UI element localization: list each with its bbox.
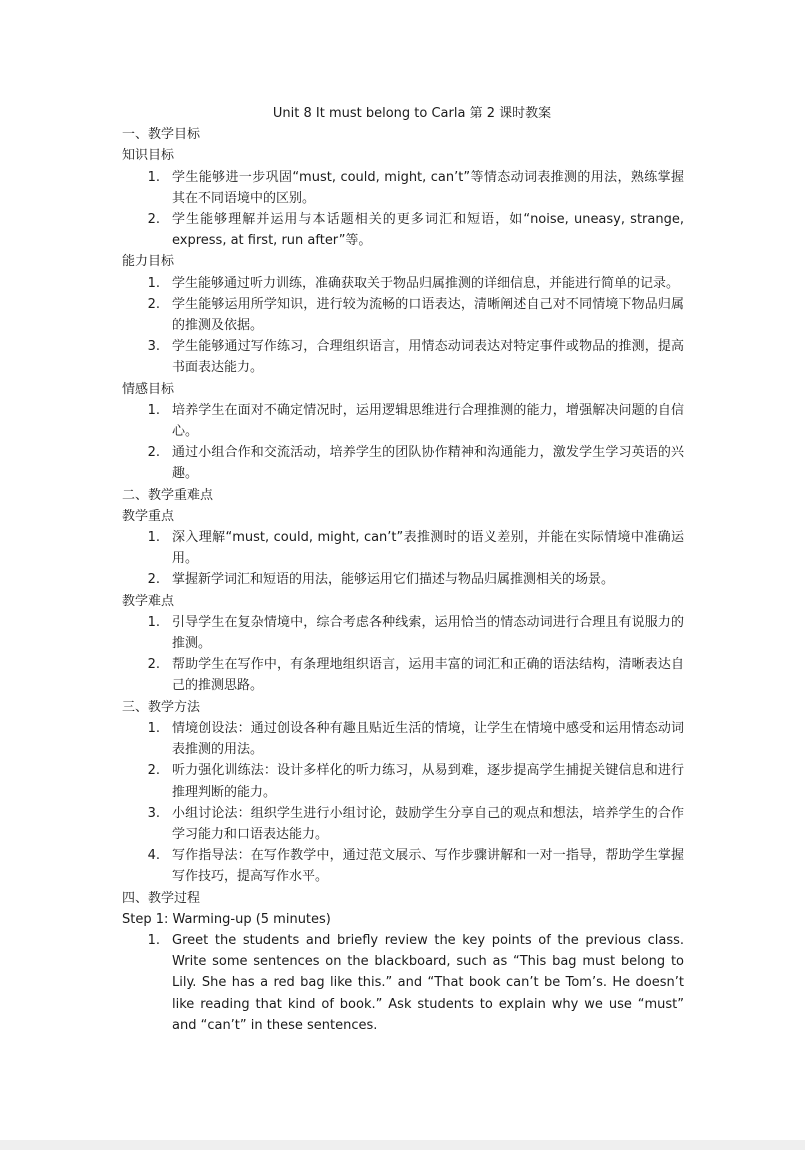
list-item-text: 帮助学生在写作中，有条理地组织语言，运用丰富的词汇和正确的语法结构，清晰表达自己的推测思路。 <box>172 657 684 694</box>
list-item-number: 2. <box>147 445 160 461</box>
list-item-text: 听力强化训练法：设计多样化的听力练习，从易到难，逐步提高学生捕捉关键信息和进行推理判断的能力。 <box>172 763 684 800</box>
section-heading: 四、教学过程 <box>122 890 201 906</box>
list-item <box>122 803 684 845</box>
list-item <box>122 294 684 336</box>
list-item <box>122 336 684 378</box>
list-item-number: 1. <box>147 402 160 418</box>
subsection-heading: 知识目标 <box>122 148 175 164</box>
list-item <box>122 654 684 696</box>
list-item <box>122 527 684 569</box>
list-item-number: 1. <box>147 275 160 291</box>
list-item-number: 1. <box>147 614 160 630</box>
list-item-number: 2. <box>147 763 160 779</box>
list-item-text: 掌握新学词汇和短语的用法，能够运用它们描述与物品归属推测相关的场景。 <box>172 572 615 588</box>
list-item-text: 写作指导法：在写作教学中，通过范文展示、写作步骤讲解和一对一指导，帮助学生掌握写作技巧，提高写作水平。 <box>172 848 684 885</box>
page-bottom-edge <box>0 1140 805 1150</box>
document-sections <box>122 124 684 1036</box>
list-item-text: 学生能够进一步巩固“must, could, might, can’t”等情态动词表推测的用法，熟练掌握其在不同语境中的区别。 <box>172 169 684 206</box>
list-item-text: 学生能够理解并运用与本话题相关的更多词汇和短语，如“noise, uneasy, strange, express, at first, run after”等。 <box>172 212 684 249</box>
list-item <box>122 930 684 1036</box>
list-item <box>122 569 684 590</box>
list-item-text: 情境创设法：通过创设各种有趣且贴近生活的情境，让学生在情境中感受和运用情态动词表推测的用法。 <box>172 720 684 758</box>
list-item-number: 1. <box>147 169 160 185</box>
list-item <box>122 209 684 251</box>
list-item-text: 学生能够通过写作练习，合理组织语言，用情态动词表达对特定事件或物品的推测，提高书面表达能力。 <box>172 339 684 376</box>
list-item <box>122 273 684 294</box>
section-heading: 二、教学重难点 <box>122 487 214 503</box>
list-item-number: 1. <box>147 932 160 948</box>
list-item <box>122 718 684 760</box>
list-item <box>122 845 684 887</box>
list-item-number: 3. <box>147 339 160 355</box>
document-title: Unit 8 It must belong to Carla 第 2 课时教案 <box>272 106 552 121</box>
list-item-number: 1. <box>147 530 160 546</box>
list-item-text: 培养学生在面对不确定情况时，运用逻辑思维进行合理推测的能力，增强解决问题的自信心。 <box>172 402 684 440</box>
list-item <box>122 167 684 209</box>
list-item-number: 1. <box>147 720 160 736</box>
list-item-text: 小组讨论法：组织学生进行小组讨论，鼓励学生分享自己的观点和想法，培养学生的合作学习能力和口语表达能力。 <box>172 805 684 842</box>
list-item <box>122 442 684 484</box>
list-item-text: 通过小组合作和交流活动，培养学生的团队协作精神和沟通能力，激发学生学习英语的兴趣。 <box>172 445 684 482</box>
list-item-number: 2. <box>147 657 160 673</box>
list-item-text: 引导学生在复杂情境中，综合考虑各种线索，运用恰当的情态动词进行合理且有说服力的推测。 <box>172 614 684 652</box>
list-item-number: 2. <box>147 296 160 312</box>
list-item <box>122 612 684 654</box>
subsection-heading: 教学难点 <box>122 593 175 609</box>
list-item-text: 学生能够通过听力训练，准确获取关于物品归属推测的详细信息，并能进行简单的记录。 <box>172 275 680 291</box>
list-item-number: 4. <box>147 848 160 864</box>
list-item <box>122 400 684 442</box>
subsection-heading: Step 1: Warming-up (5 minutes) <box>122 911 331 927</box>
section-heading: 一、教学目标 <box>122 127 201 143</box>
subsection-heading: 教学重点 <box>122 508 175 524</box>
subsection-heading: 能力目标 <box>122 254 175 270</box>
list-item-number: 2. <box>147 572 160 588</box>
list-item-text: 学生能够运用所学知识，进行较为流畅的口语表达，清晰阐述自己对不同情境下物品归属的推测及依据。 <box>172 296 684 334</box>
subsection-heading: 情感目标 <box>122 381 175 397</box>
section-heading: 三、教学方法 <box>122 699 201 715</box>
list-item <box>122 760 684 802</box>
list-item-number: 3. <box>147 805 160 821</box>
list-item-number: 2. <box>147 212 160 228</box>
document-content <box>122 103 684 1036</box>
list-item-text: Greet the students and briefly review the key points of the previous class. Write some sentences on the blackboard, such as “This bag must belong to Lily. She has a red bag like this.” and “That book can’t be Tom’s. He doesn’t like reading that kind of book.” Ask students to explain why we use “must” and “can’t” in these sentences. <box>172 932 684 1033</box>
list-item-text: 深入理解“must, could, might, can’t”表推测时的语义差别，并能在实际情境中准确运用。 <box>172 530 684 567</box>
